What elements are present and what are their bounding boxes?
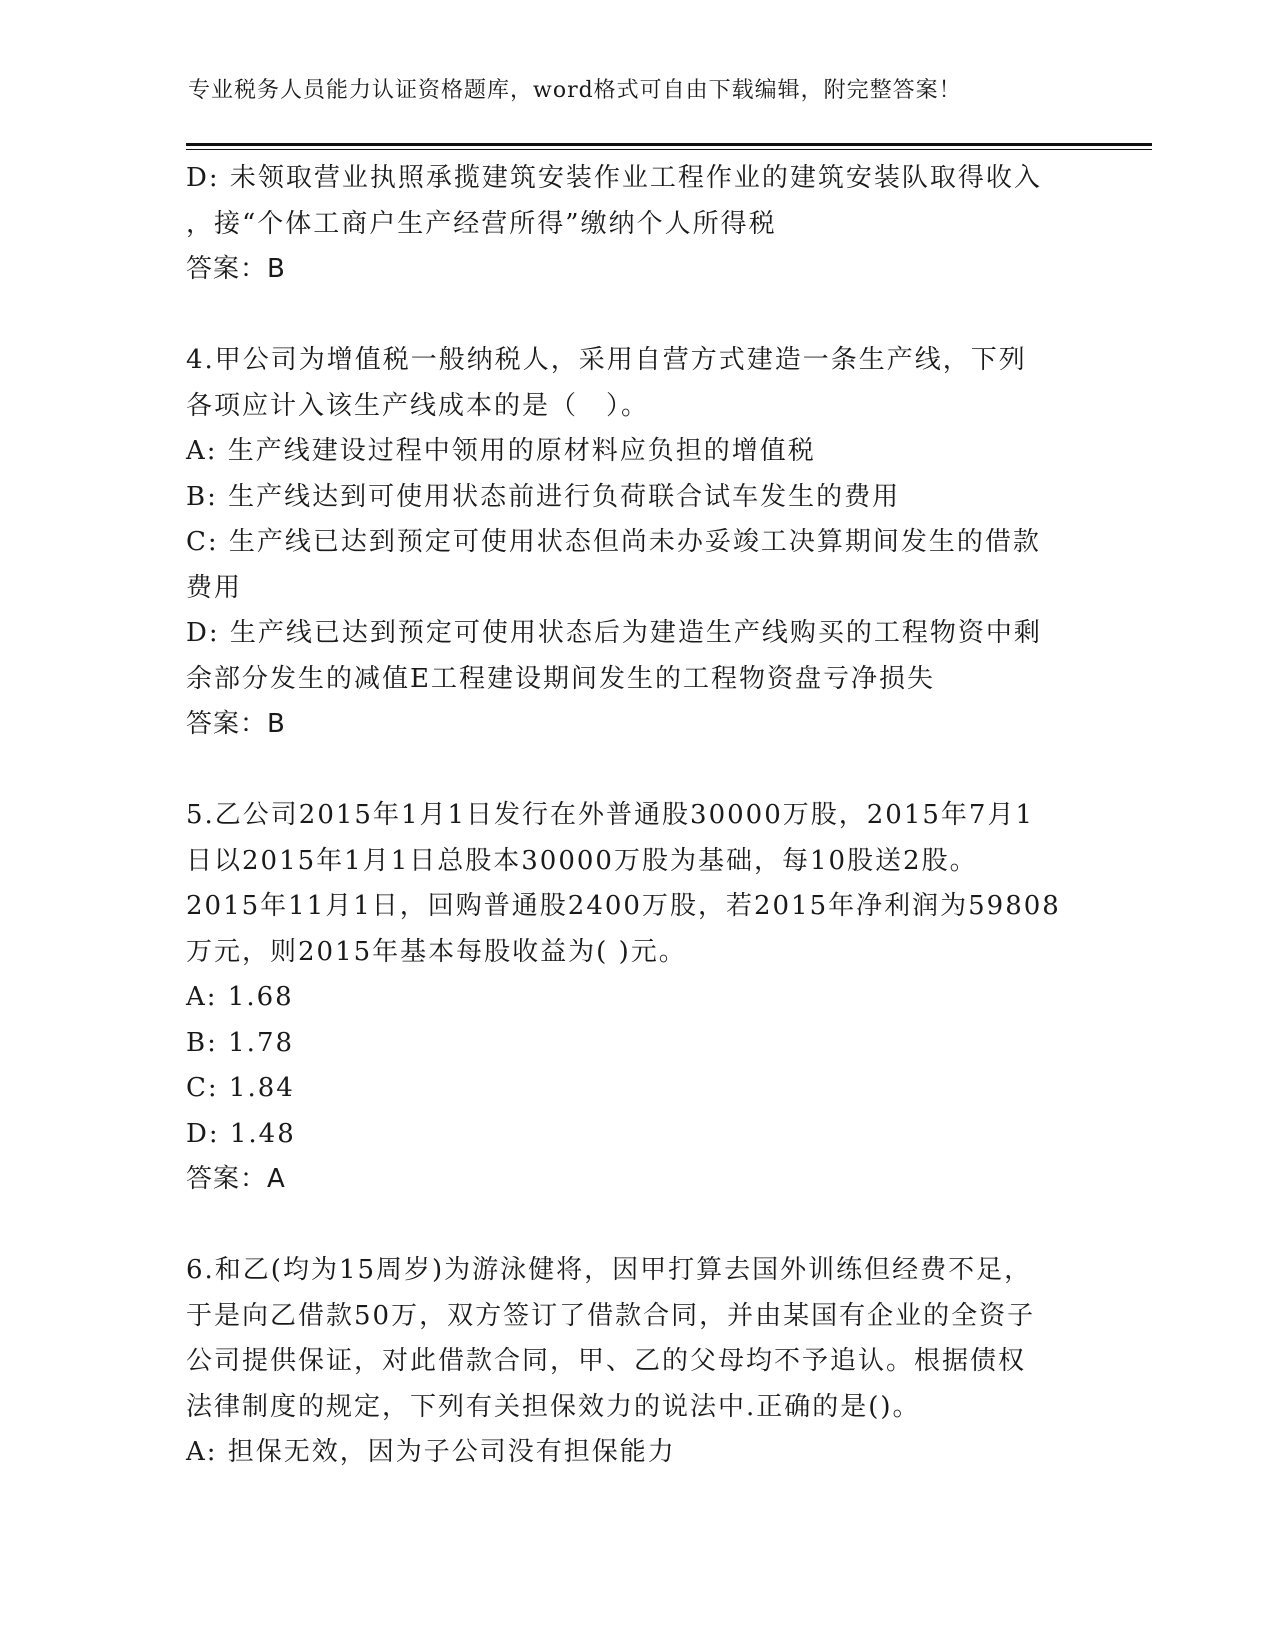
text-line: 法律制度的规定，下列有关担保效力的说法中.正确的是()。 <box>186 1391 921 1422</box>
text-line: 公司提供保证，对此借款合同，甲、乙的父母均不予追认。根据债权 <box>186 1346 1027 1376</box>
header-rule-thick <box>186 143 1152 146</box>
paragraph-gap <box>186 293 1086 339</box>
paragraph-gap <box>186 1203 1086 1249</box>
text-line: 2015年11月1日，回购普通股2400万股，若2015年净利润为59808 <box>186 891 1061 921</box>
text-line: 6.和乙(均为15周岁)为游泳健将，因甲打算去国外训练但经费不足， <box>186 1255 1033 1285</box>
text-line: B: 1.78 <box>186 1027 295 1058</box>
text-line: 4.甲公司为增值税一般纳税人，采用自营方式建造一条生产线，下列 <box>186 345 1027 375</box>
text-line: B: 生产线达到可使用状态前进行负荷联合试车发生的费用 <box>186 481 901 512</box>
text-line: 于是向乙借款50万，双方签订了借款合同，并由某国有企业的全资子 <box>186 1300 1036 1331</box>
text-line: D: 1.48 <box>186 1118 296 1149</box>
text-line: 费用 <box>186 572 243 603</box>
text-line: D: 生产线已达到预定可使用状态后为建造生产线购买的工程物资中剩 <box>186 618 1042 648</box>
text-line: 5.乙公司2015年1月1日发行在外普通股30000万股，2015年7月1 <box>186 800 1035 830</box>
text-line: A: 担保无效，因为子公司没有担保能力 <box>186 1437 676 1467</box>
text-line: A: 1.68 <box>186 982 294 1012</box>
text-line: 各项应计入该生产线成本的是（ ）。 <box>186 390 650 421</box>
text-line: 日以2015年1月1日总股本30000万股为基础，每10股送2股。 <box>186 845 978 876</box>
paragraph-gap <box>186 748 1086 794</box>
answer-line: 答案：B <box>186 254 286 284</box>
question-content <box>186 156 1086 1476</box>
answer-line: 答案：B <box>186 709 286 739</box>
header-rule-thin <box>186 149 1152 150</box>
text-line: 余部分发生的减值E工程建设期间发生的工程物资盘亏净损失 <box>186 663 935 694</box>
text-line: C: 1.84 <box>186 1073 295 1103</box>
text-line: ，接“个体工商户生产经营所得”缴纳个人所得税 <box>186 208 777 239</box>
text-line: C: 生产线已达到预定可使用状态但尚未办妥竣工决算期间发生的借款 <box>186 527 1041 557</box>
text-line: A: 生产线建设过程中领用的原材料应负担的增值税 <box>186 436 816 466</box>
text-line: 万元，则2015年基本每股收益为( )元。 <box>186 936 687 967</box>
page-header: 专业税务人员能力认证资格题库，word格式可自由下载编辑，附完整答案！ <box>188 78 962 103</box>
answer-line: 答案：A <box>186 1164 286 1194</box>
text-line: D: 未领取营业执照承揽建筑安装作业工程作业的建筑安装队取得收入 <box>186 163 1042 193</box>
